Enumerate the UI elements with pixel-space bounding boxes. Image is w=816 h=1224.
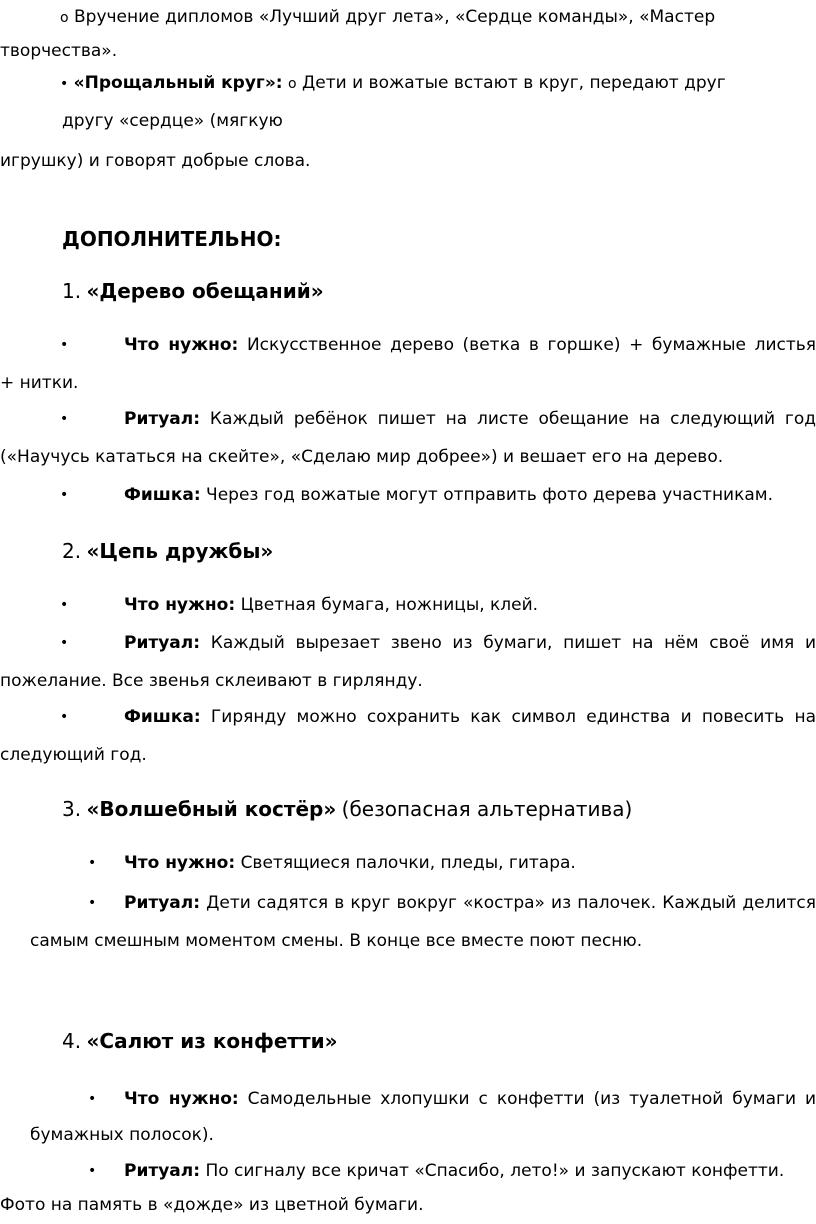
section-4-item-2-line-2: Фото на память в «дожде» из цветной бумаги.: [0, 1195, 424, 1215]
item-label: Что нужно:: [124, 335, 239, 355]
farewell-circle-line-1: [60, 72, 726, 95]
item-label: Ритуал:: [124, 633, 201, 653]
section-4-item-1-line-2: бумажных полосок).: [30, 1125, 214, 1145]
section-3-header: [62, 798, 632, 822]
item-text: По сигналу все кричат «Спасибо, лето!» и запускают конфетти.: [205, 1161, 785, 1181]
bullet-marker: •: [60, 411, 69, 427]
item-label: Что нужно:: [124, 853, 236, 873]
bullet-marker: •: [88, 1163, 97, 1179]
section-4-header: [62, 1030, 338, 1054]
section-1-item-1-line-1: [124, 334, 816, 356]
bullet-marker: •: [60, 487, 69, 503]
section-2-header: [62, 540, 273, 564]
farewell-circle-line-2: другу «сердце» (мягкую: [62, 111, 283, 131]
section-2-item-1-line-1: [124, 594, 538, 616]
section-4-item-1-line-1: [124, 1088, 816, 1110]
section-3-item-2-line-2: самым смешным моментом смены. В конце все вместе поют песню.: [30, 931, 643, 951]
item-label: Ритуал:: [124, 1161, 201, 1181]
bullet-marker: •: [88, 1091, 97, 1107]
sub-bullet-marker: o: [60, 10, 69, 26]
item-label: Ритуал:: [124, 409, 201, 429]
bullet-marker: •: [88, 855, 97, 871]
diplomas-line-1: [60, 6, 715, 29]
bullet-marker: •: [60, 597, 69, 613]
bullet-marker: •: [88, 895, 97, 911]
section-subtitle: (безопасная альтернатива): [341, 797, 633, 821]
section-3-item-2-line-1: [124, 892, 816, 914]
item-text: Светящиеся палочки, пледы, гитара.: [240, 853, 576, 873]
sub-bullet-marker: o: [288, 76, 297, 92]
item-text: Гирянду можно сохранить как символ единства и повесить на: [210, 707, 816, 727]
section-number: 4.: [62, 1029, 82, 1053]
item-text: Каждый ребёнок пишет на листе обещание на следующий год: [209, 409, 816, 429]
section-3-item-1-line-1: [124, 852, 576, 874]
section-2-item-3-line-1: [124, 706, 816, 728]
item-text: Через год вожатые могут отправить фото дерева участникам.: [206, 485, 774, 505]
section-2-item-3-line-2: следующий год.: [0, 745, 147, 765]
section-number: 3.: [62, 797, 82, 821]
section-1-item-3-line-1: [124, 484, 773, 506]
section-title: «Цепь дружбы»: [86, 539, 274, 563]
diplomas-line-2: творчества».: [0, 41, 118, 61]
section-number: 2.: [62, 539, 82, 563]
farewell-circle-text: Дети и вожатые встают в круг, передают друг: [302, 73, 726, 93]
section-number: 1.: [62, 279, 82, 303]
section-1-header: [62, 280, 324, 304]
item-text: Искусственное дерево (ветка в горшке) + бумажные листья: [246, 335, 816, 355]
bullet-marker: •: [60, 635, 69, 651]
item-label: Фишка:: [124, 485, 201, 505]
section-2-item-2-line-1: [124, 632, 816, 654]
bullet-marker: •: [60, 337, 69, 353]
bullet-marker: •: [60, 76, 69, 92]
section-title: «Салют из конфетти»: [86, 1029, 338, 1053]
item-text: Цветная бумага, ножницы, клей.: [240, 595, 539, 615]
item-label: Что нужно:: [124, 595, 236, 615]
section-1-item-2-line-2: («Научусь кататься на скейте», «Сделаю мир добрее») и вешает его на дерево.: [0, 447, 724, 467]
item-label: Ритуал:: [124, 893, 201, 913]
section-2-item-2-line-2: пожелание. Все звенья склеивают в гирлянду.: [0, 671, 423, 691]
extra-heading: ДОПОЛНИТЕЛЬНО:: [62, 227, 282, 251]
item-label: Что нужно:: [124, 1089, 239, 1109]
item-text: Дети садятся в круг вокруг «костра» из палочек. Каждый делится: [206, 893, 816, 913]
section-title: «Дерево обещаний»: [86, 279, 324, 303]
section-1-item-2-line-1: [124, 408, 816, 430]
section-title: «Волшебный костёр»: [86, 797, 337, 821]
item-text: Каждый вырезает звено из бумаги, пишет на нём своё имя и: [210, 633, 816, 653]
item-text: Самодельные хлопушки с конфетти (из туалетной бумаги и: [247, 1089, 816, 1109]
bullet-marker: •: [60, 709, 69, 725]
farewell-circle-line-3: игрушку) и говорят добрые слова.: [0, 151, 311, 171]
item-label: Фишка:: [124, 707, 201, 727]
section-1-item-1-line-2: + нитки.: [0, 373, 79, 393]
section-4-item-2-line-1: [124, 1160, 784, 1182]
farewell-circle-title: «Прощальный круг»:: [73, 73, 283, 93]
diplomas-text: Вручение дипломов «Лучший друг лета», «Сердце команды», «Мастер: [73, 7, 716, 27]
